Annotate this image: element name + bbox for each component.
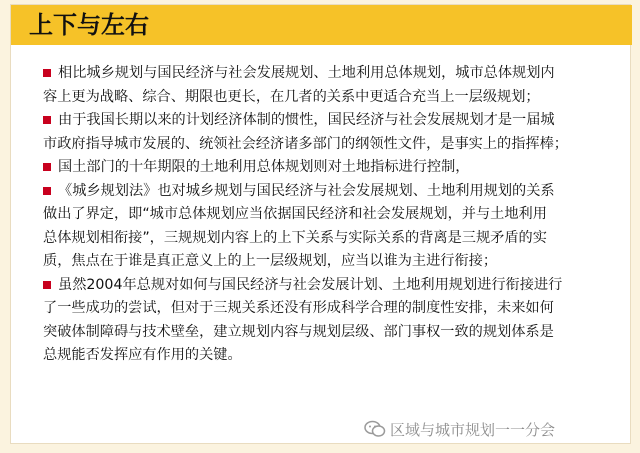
bullet-text-line: 总规能否发挥应有作用的关键。 xyxy=(43,347,242,363)
bullet-marker xyxy=(43,69,51,77)
bullet-text-line: 做出了界定，即“城市总体规划应当依据国民经济和社会发展规划，并与土地利用 xyxy=(43,206,547,222)
bullet-text-line: 质，焦点在于谁是真正意义上的上一层级规划，应当以谁为主进行衔接； xyxy=(43,253,498,269)
bullet-item xyxy=(43,180,613,274)
bullet-item xyxy=(43,109,613,156)
slide xyxy=(10,4,631,444)
bullet-text-line: 《城乡规划法》也对城乡规划与国民经济与社会发展规划、土地利用规划的关系 xyxy=(58,182,555,199)
bullet-text-line: 容上更为战略、综合、期限也更长，在几者的关系中更适合充当上一层级规划； xyxy=(43,88,540,105)
slide-title: 上下与左右 xyxy=(29,11,149,39)
bullet-marker xyxy=(43,163,51,171)
bullet-text-line: 总体规划相衔接”，三规规划内容上的上下关系与实际关系的背离是三规矛盾的实 xyxy=(43,229,547,246)
bullet-item xyxy=(43,62,613,109)
bullet-item xyxy=(43,156,613,180)
wechat-icon xyxy=(364,420,386,438)
bullet-text-line: 市政府指导城市发展的、统领社会经济诸多部门的纲领性文件，是事实上的指挥棒； xyxy=(43,135,568,152)
bullet-marker xyxy=(43,187,51,195)
bullet-list xyxy=(43,62,613,368)
title-bar xyxy=(11,5,632,45)
bullet-text-line: 由于我国长期以来的计划经济体制的惯性，国民经济与社会发展规划才是一届城 xyxy=(58,112,555,128)
watermark xyxy=(364,417,555,441)
watermark-text: 区域与城市规划一一分会 xyxy=(390,420,556,439)
bullet-text-line: 了一些成功的尝试，但对于三规关系还没有形成科学合理的制度性安排，未来如何 xyxy=(43,300,554,316)
bullet-text-line: 国土部门的十年期限的土地利用总体规划则对土地指标进行控制， xyxy=(58,159,470,175)
bullet-item xyxy=(43,274,613,368)
bullet-text-line: 相比城乡规划与国民经济与社会发展规划、土地利用总体规划，城市总体规划内 xyxy=(58,65,555,81)
bullet-text-line: 突破体制障碍与技术壁垒，建立规划内容与规划层级、部门事权一致的规划体系是 xyxy=(43,323,554,340)
bullet-text-line: 虽然2004年总规对如何与国民经济与社会发展计划、土地利用规划进行衔接进行 xyxy=(58,276,563,293)
bullet-marker xyxy=(43,116,51,124)
bullet-marker xyxy=(43,281,51,289)
